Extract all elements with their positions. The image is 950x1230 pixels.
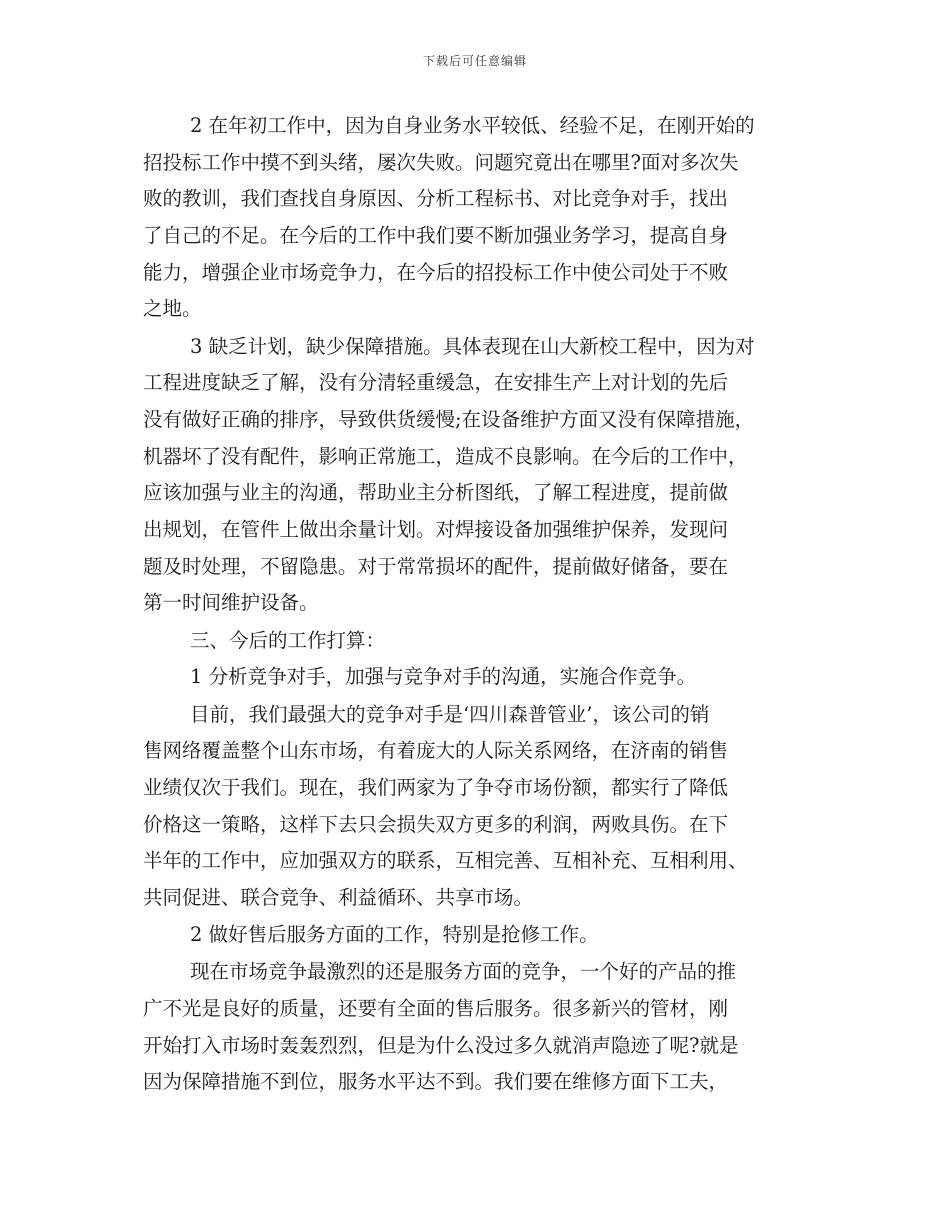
page-header: 下载后可任意编辑 bbox=[422, 54, 527, 68]
text-line: 机器坏了没有配件，影响正常施工，造成不良影响。在今后的工作中， bbox=[143, 445, 748, 468]
text-line: 第一时间维护设备。 bbox=[143, 591, 319, 614]
text-line: 业绩仅次于我们。现在，我们两家为了争夺市场份额，都实行了降低 bbox=[143, 776, 729, 799]
text-line: 败的教训，我们查找自身原因、分析工程标书、对比竞争对手，找出 bbox=[143, 187, 729, 210]
text-line: 1 分析竞争对手，加强与竞争对手的沟通，实施合作竞争。 bbox=[190, 665, 697, 688]
text-line: 应该加强与业主的沟通，帮助业主分析图纸，了解工程进度，提前做 bbox=[143, 481, 729, 504]
text-line: 招投标工作中摸不到头绪，屡次失败。问题究竟出在哪里?面对多次失 bbox=[143, 151, 739, 174]
text-line: 了自己的不足。在今后的工作中我们要不断加强业务学习，提高自身 bbox=[143, 224, 729, 247]
text-line: 工程进度缺乏了解，没有分清轻重缓急，在安排生产上对计划的先后 bbox=[143, 371, 729, 394]
text-line: 2 在年初工作中，因为自身业务水平较低、经验不足，在刚开始的 bbox=[190, 114, 755, 137]
text-line: 3 缺乏计划，缺少保障措施。具体表现在山大新校工程中，因为对 bbox=[190, 335, 755, 358]
text-line: 出规划，在管件上做出余量计划。对焊接设备加强维护保养，发现问 bbox=[143, 518, 729, 541]
text-line: 没有做好正确的排序，导致供货缓慢;在设备维护方面又没有保障措施， bbox=[143, 408, 755, 431]
text-line: 开始打入市场时轰轰烈烈，但是为什么没过多久就消声隐迹了呢?就是 bbox=[143, 1034, 739, 1057]
text-line: 广不光是良好的质量，还要有全面的售后服务。很多新兴的管材，刚 bbox=[143, 997, 729, 1020]
text-line: 共同促进、联合竞争、利益循环、共享市场。 bbox=[143, 886, 534, 909]
text-line: 目前，我们最强大的竞争对手是‘四川森普管业’，该公司的销 bbox=[190, 703, 710, 726]
text-line: 之地。 bbox=[143, 297, 202, 320]
text-line: 2 做好售后服务方面的工作，特别是抢修工作。 bbox=[190, 923, 599, 946]
text-line: 能力，增强企业市场竞争力，在今后的招投标工作中使公司处于不败 bbox=[143, 261, 729, 284]
text-line: 半年的工作中，应加强双方的联系，互相完善、互相补充、互相利用、 bbox=[143, 849, 748, 872]
section-heading: 三、今后的工作打算： bbox=[190, 629, 386, 652]
text-line: 售网络覆盖整个山东市场，有着庞大的人际关系网络，在济南的销售 bbox=[143, 739, 729, 762]
text-line: 题及时处理，不留隐患。对于常常损坏的配件，提前做好储备，要在 bbox=[143, 555, 729, 578]
text-line: 现在市场竞争最激烈的还是服务方面的竞争，一个好的产品的推 bbox=[190, 960, 737, 983]
text-line: 因为保障措施不到位，服务水平达不到。我们要在维修方面下工夫， bbox=[143, 1070, 729, 1093]
text-line: 价格这一策略，这样下去只会损失双方更多的利润，两败具伤。在下 bbox=[143, 813, 729, 836]
